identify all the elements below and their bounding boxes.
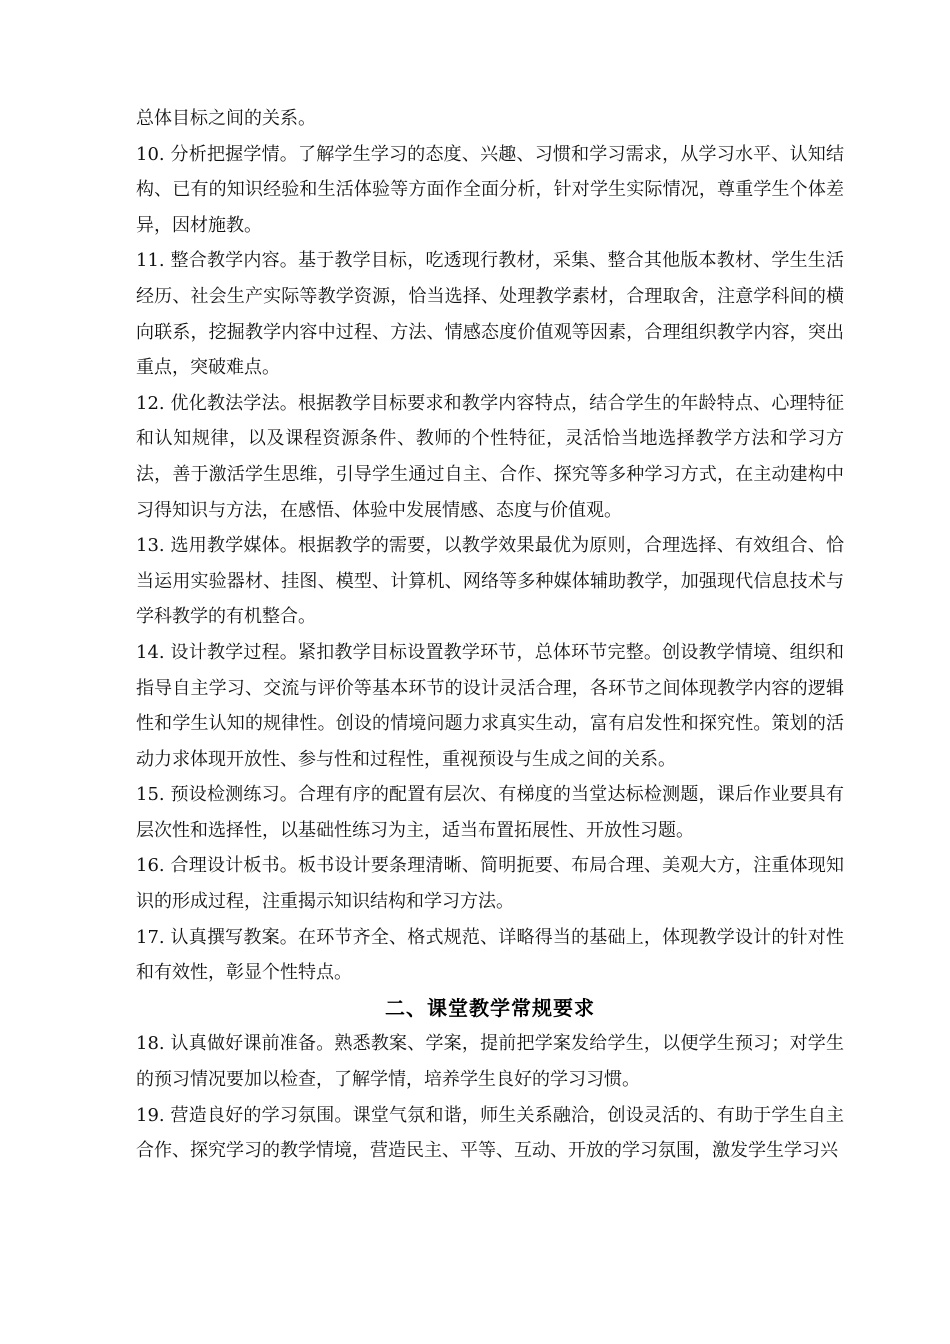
paragraph-item-18: 18. 认真做好课前准备。熟悉教案、学案，提前把学案发给学生，以便学生预习；对学生的预习情况要加以检查，了解学情，培养学生良好的学习习惯。	[136, 1033, 844, 1091]
paragraph-item-19: 19. 营造良好的学习氛围。课堂气氛和谐，师生关系融洽，创设灵活的、有助于学生自主合作、探究学习的教学情境，营造民主、平等、互动、开放的学习氛围，激发学生学习兴	[136, 1104, 844, 1162]
paragraph-item-13: 13. 选用教学媒体。根据教学的需要，以教学效果最优为原则，合理选择、有效组合、恰当运用实验器材、挂图、模型、计算机、网络等多种媒体辅助教学，加强现代信息技术与学科教学的有机整合。	[136, 535, 844, 628]
paragraph-continuation: 总体目标之间的关系。	[136, 108, 316, 129]
paragraph-item-10: 10. 分析把握学情。了解学生学习的态度、兴趣、习惯和学习需求，从学习水平、认知结构、已有的知识经验和生活体验等方面作全面分析，针对学生实际情况，尊重学生个体差异，因材施教。	[136, 143, 844, 236]
paragraph-item-14: 14. 设计教学过程。紧扣教学目标设置教学环节，总体环节完整。创设教学情境、组织和指导自主学习、交流与评价等基本环节的设计灵活合理，各环节之间体现教学内容的逻辑性和学生认知的规律性。创设的情境问题力求真实生动，富有启发性和探究性。策划的活动力求体现开放性、参与性和过程性，重视预设与生成之间的关系。	[136, 641, 844, 770]
paragraph-item-11: 11. 整合教学内容。基于教学目标，吃透现行教材，采集、整合其他版本教材、学生生活经历、社会生产实际等教学资源，恰当选择、处理教学素材，合理取舍，注意学科间的横向联系，挖掘教学内容中过程、方法、情感态度价值观等因素，合理组织教学内容，突出重点，突破难点。	[136, 250, 844, 379]
paragraph-item-12: 12. 优化教法学法。根据教学目标要求和教学内容特点，结合学生的年龄特点、心理特征和认知规律，以及课程资源条件、教师的个性特征，灵活恰当地选择教学方法和学习方法，善于激活学生思维，引导学生通过自主、合作、探究等多种学习方式，在主动建构中习得知识与方法，在感悟、体验中发展情感、态度与价值观。	[136, 392, 844, 521]
paragraph-item-17: 17. 认真撰写教案。在环节齐全、格式规范、详略得当的基础上，体现教学设计的针对性和有效性，彰显个性特点。	[136, 926, 844, 984]
paragraph-item-16: 16. 合理设计板书。板书设计要条理清晰、简明扼要、布局合理、美观大方，注重体现知识的形成过程，注重揭示知识结构和学习方法。	[136, 855, 844, 913]
paragraph-item-15: 15. 预设检测练习。合理有序的配置有层次、有梯度的当堂达标检测题，课后作业要具有层次性和选择性，以基础性练习为主，适当布置拓展性、开放性习题。	[136, 784, 844, 841]
document-body	[136, 101, 844, 1169]
section-heading: 二、课堂教学常规要求	[385, 995, 595, 1020]
